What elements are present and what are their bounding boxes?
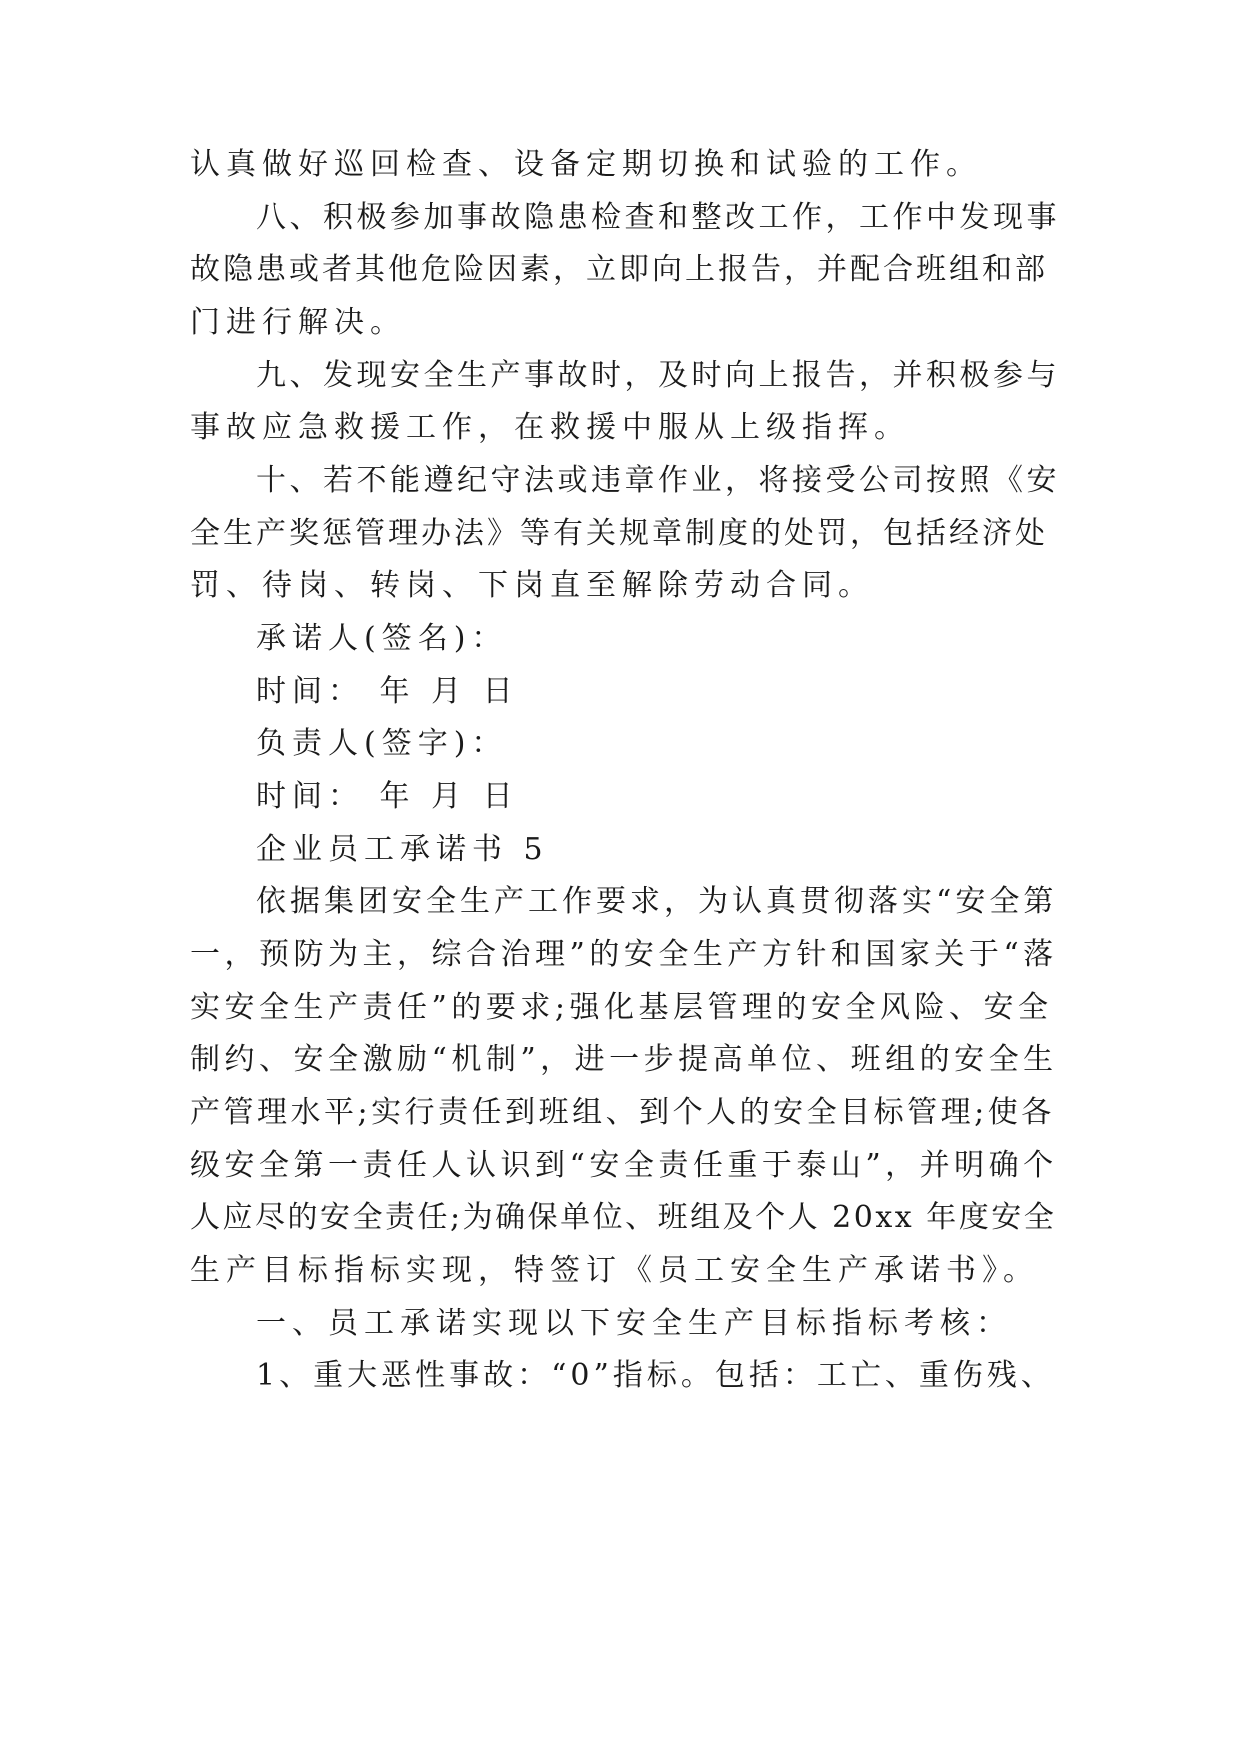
text-line-7: 十、若不能遵纪守法或违章作业，将接受公司按照《安 xyxy=(256,463,1060,498)
text-line-24: 1、重大恶性事故：“0”指标。包括：工亡、重伤残、 xyxy=(256,1358,1055,1393)
text-line-6: 事故应急救援工作，在救援中服从上级指挥。 xyxy=(190,410,910,445)
text-line-17: 实安全生产责任”的要求;强化基层管理的安全风险、安全 xyxy=(190,990,1053,1025)
text-line-22: 生产目标指标实现，特签订《员工安全生产承诺书》。 xyxy=(190,1253,1039,1288)
text-line-4: 门进行解决。 xyxy=(190,305,406,340)
responsible-label: 负责人(签字)： xyxy=(256,726,508,761)
text-line-1: 认真做好巡回检查、设备定期切换和试验的工作。 xyxy=(190,147,982,182)
section-title: 企业员工承诺书 5 xyxy=(256,832,549,867)
text-line-20: 级安全第一责任人认识到“安全责任重于泰山”，并明确个 xyxy=(190,1148,1058,1183)
text-line-18: 制约、安全激励“机制”，进一步提高单位、班组的安全生 xyxy=(190,1042,1058,1077)
text-line-19: 产管理水平;实行责任到班组、到个人的安全目标管理;使各 xyxy=(190,1095,1055,1130)
text-line-23: 一、员工承诺实现以下安全生产目标指标考核： xyxy=(256,1306,1012,1341)
signer-date: 时间： 年 月 日 xyxy=(256,674,519,709)
text-line-8: 全生产奖惩管理办法》等有关规章制度的处罚，包括经济处 xyxy=(190,516,1048,551)
responsible-date: 时间： 年 月 日 xyxy=(256,779,519,814)
text-line-16: 一，预防为主，综合治理”的安全生产方针和国家关于“落 xyxy=(190,937,1058,972)
text-line-3: 故隐患或者其他危险因素，立即向上报告，并配合班组和部 xyxy=(190,252,1048,287)
signer-label: 承诺人(签名)： xyxy=(256,621,508,656)
text-line-15: 依据集团安全生产工作要求，为认真贯彻落实“安全第 xyxy=(256,884,1058,919)
text-line-5: 九、发现安全生产事故时，及时向上报告，并积极参与 xyxy=(256,358,1060,393)
text-line-2: 八、积极参加事故隐患检查和整改工作，工作中发现事 xyxy=(256,200,1060,235)
text-line-9: 罚、待岗、转岗、下岗直至解除劳动合同。 xyxy=(190,568,874,603)
text-line-21: 人应尽的安全责任;为确保单位、班组及个人 20xx 年度安全 xyxy=(190,1200,1057,1235)
